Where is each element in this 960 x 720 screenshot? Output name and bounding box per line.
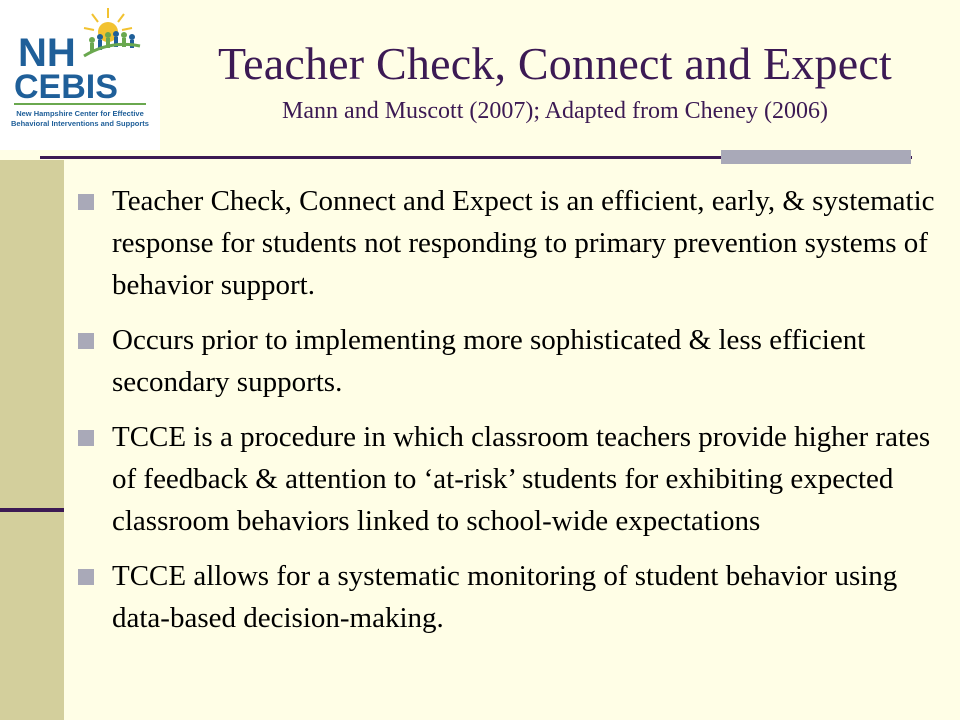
- bullet-item: [76, 180, 952, 306]
- left-band-divider: [0, 508, 64, 512]
- bullet-text: TCCE allows for a systematic monitoring of student behavior using data-based decision-making.: [112, 560, 898, 634]
- logo-text-nh: NH: [18, 31, 76, 75]
- bullet-text: Teacher Check, Connect and Expect is an efficient, early, & systematic response for students not responding to primary prevention systems of behavior support.: [112, 185, 935, 301]
- logo-text-cebis: CEBIS: [14, 68, 118, 106]
- title-underline-accent: [721, 150, 911, 164]
- square-bullet-icon: [78, 333, 94, 349]
- slide-title: Teacher Check, Connect and Expect: [218, 38, 892, 89]
- slide-subtitle: Mann and Muscott (2007); Adapted from Cheney (2006): [282, 98, 828, 124]
- bullet-item: [76, 416, 952, 542]
- title-block: [160, 38, 950, 126]
- logo-tagline-2: Behavioral Interventions and Supports: [11, 119, 149, 128]
- bullet-item: [76, 555, 952, 639]
- left-decorative-band: [0, 160, 64, 720]
- square-bullet-icon: [78, 569, 94, 585]
- logo-tagline-1: New Hampshire Center for Effective: [16, 109, 144, 118]
- bullet-item: [76, 319, 952, 403]
- bullet-list: [76, 180, 952, 652]
- bullet-text: Occurs prior to implementing more sophisticated & less efficient secondary supports.: [112, 324, 866, 398]
- square-bullet-icon: [78, 194, 94, 210]
- square-bullet-icon: [78, 430, 94, 446]
- nh-cebis-logo: [0, 0, 160, 150]
- bullet-text: TCCE is a procedure in which classroom teachers provide higher rates of feedback & attention to ‘at-risk’ students for exhibiting expected classroom behaviors linked to school-wide expectations: [112, 421, 931, 537]
